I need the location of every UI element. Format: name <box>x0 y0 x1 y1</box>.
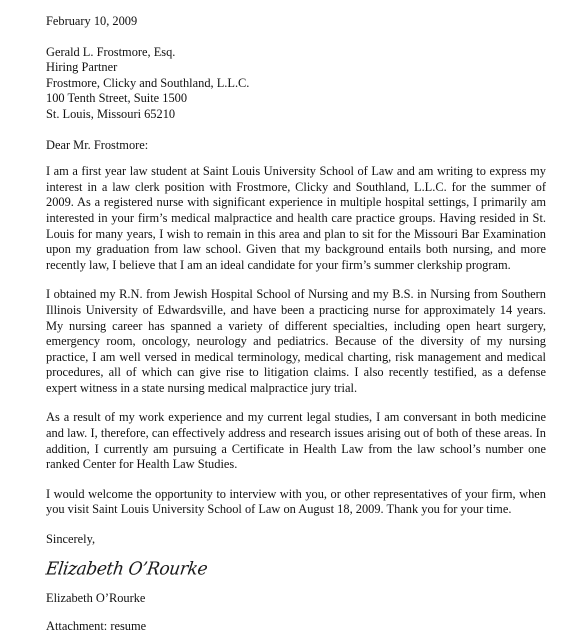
letter-date: February 10, 2009 <box>46 14 138 28</box>
recipient-city: St. Louis, Missouri 65210 <box>46 106 176 121</box>
attachment-note: Attachment: resume <box>46 619 147 634</box>
recipient-name: Gerald L. Frostmore, Esq. <box>46 44 176 59</box>
closing: Sincerely, <box>46 532 96 547</box>
body-paragraph-2: I obtained my R.N. from Jewish Hospital School of Nursing and my B.S. in Nursing from Southern Illinois University of Edwardsville, and have been a practicing nurse for approximately 14 years. My nursing career has spanned a variety of different specialties, including open heart surgery, emergency room, oncology, neurology and pediatrics. Because of the diversity of my nursing practice, I am well versed in medical terminology, medical charting, risk management and medical procedures, all of which can give rise to litigation claims. I also recently testified, as a defense expert witness in a state nursing medical malpractice jury trial. <box>46 287 546 395</box>
body-paragraph-4: I would welcome the opportunity to interview with you, or other representatives of your firm, when you visit Saint Louis University School of Law on August 18, 2009. Thank you for your time. <box>46 486 546 517</box>
recipient-title: Hiring Partner <box>46 60 118 75</box>
body-paragraph-3: As a result of my work experience and my current legal studies, I am conversant in both medicine and law. I, therefore, can effectively address and research issues arising out of both of these areas. In addition, I currently am pursuing a Certificate in Health Law from the law school’s number one ranked Center for Health Law Studies. <box>46 410 546 472</box>
salutation: Dear Mr. Frostmore: <box>46 137 149 152</box>
recipient-firm: Frostmore, Clicky and Southland, L.L.C. <box>46 75 250 90</box>
printed-name: Elizabeth O’Rourke <box>46 590 146 605</box>
recipient-address <box>46 45 546 123</box>
recipient-street: 100 Tenth Street, Suite 1500 <box>46 91 188 106</box>
handwritten-signature: Elizabeth O’Rourke <box>44 558 209 580</box>
body-paragraph-1: I am a first year law student at Saint Louis University School of Law and am writing to express my interest in a law clerk position with Frostmore, Clicky and Southland, L.L.C. for the summer of 2009. As a registered nurse with significant experience in multiple hospital settings, I primarily am interested in your firm’s medical malpractice and health care practice groups. Having resided in St. Louis for many years, I wish to remain in this area and plan to sit for the Missouri Bar Examination upon my graduation from law school. Given that my background entails both nursing, and more recently law, I believe that I am an ideal candidate for your firm’s summer clerkship program. <box>46 164 546 272</box>
cover-letter <box>46 14 546 635</box>
